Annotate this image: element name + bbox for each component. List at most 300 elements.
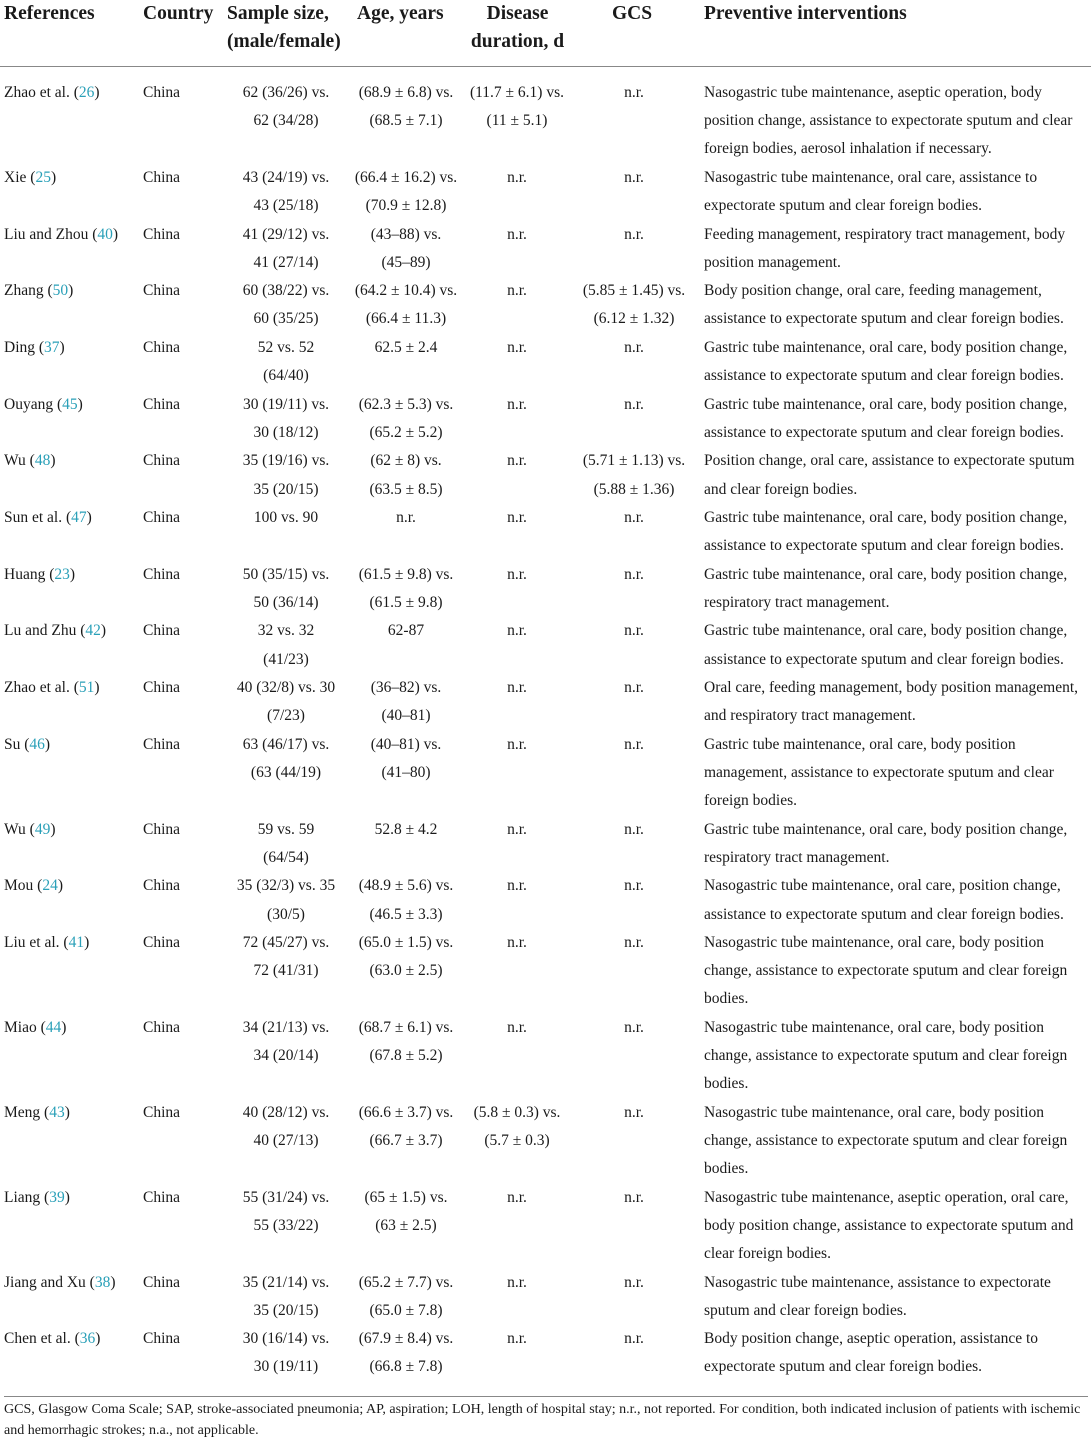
header-duration-line2: duration, d — [470, 31, 565, 52]
cell-age-line: (65.2 ± 7.7) vs. — [358, 1273, 454, 1291]
cell-age-line: (68.5 ± 7.1) — [369, 112, 443, 130]
cell-reference: Jiang and Xu (38) — [4, 1273, 116, 1291]
cell-disease-duration-line: n.r. — [507, 934, 527, 952]
cell-disease-duration — [462, 79, 572, 135]
cell-reference: Ouyang (45) — [4, 395, 83, 413]
cell-age-line: (46.5 ± 3.3) — [369, 905, 443, 923]
cell-gcs-line: n.r. — [624, 679, 644, 697]
cell-age-line: (66.4 ± 11.3) — [365, 310, 447, 328]
citation-link[interactable]: 44 — [45, 1018, 62, 1036]
cell-sample-size — [222, 674, 350, 730]
cell-age-line: (64.2 ± 10.4) vs. — [354, 282, 458, 300]
table-row — [0, 617, 1091, 674]
cell-sample-size-line: 34 (20/14) — [253, 1047, 319, 1065]
table-row — [0, 221, 1091, 278]
cell-sample-size-line: 50 (36/14) — [253, 593, 319, 611]
citation-link[interactable]: 38 — [94, 1273, 111, 1291]
cell-preventive-interventions-line: Gastric tube maintenance, oral care, body position change, — [704, 509, 1068, 527]
cell-country: China — [143, 1188, 181, 1206]
cell-disease-duration-line: n.r. — [507, 452, 527, 470]
cell-age-line: (43–88) vs. — [370, 225, 442, 243]
reference-author: Chen et al. — [4, 1330, 71, 1348]
cell-preventive-interventions — [704, 221, 1088, 277]
cell-gcs — [572, 1014, 696, 1042]
cell-reference: Mou (24) — [4, 877, 64, 895]
cell-age-line: (65.2 ± 5.2) — [369, 423, 443, 441]
cell-preventive-interventions-line: Oral care, feeding management, body position management, — [704, 679, 1079, 697]
cell-gcs-line: n.r. — [624, 934, 644, 952]
cell-country: China — [143, 225, 181, 243]
cell-disease-duration — [462, 731, 572, 759]
cell-preventive-interventions-line: change, assistance to expectorate sputum and clear foreign — [704, 962, 1068, 980]
cell-preventive-interventions-line: bodies. — [704, 1160, 749, 1178]
cell-preventive-interventions-line: Gastric tube maintenance, oral care, body position — [704, 735, 1016, 753]
cell-disease-duration-line: n.r. — [507, 622, 527, 640]
cell-preventive-interventions-line: bodies. — [704, 1075, 749, 1093]
cell-preventive-interventions-line: Nasogastric tube maintenance, oral care, assistance to — [704, 168, 1038, 186]
reference-author: Su — [4, 735, 21, 753]
cell-preventive-interventions-line: and respiratory tract management. — [704, 707, 916, 725]
cell-age-line: (68.9 ± 6.8) vs. — [358, 84, 454, 101]
cell-preventive-interventions — [704, 731, 1088, 816]
cell-sample-size-line: 62 (34/28) — [253, 112, 319, 130]
cell-preventive-interventions-line: Nasogastric tube maintenance, aseptic operation, oral care, — [704, 1188, 1069, 1206]
cell-preventive-interventions-line: assistance to expectorate sputum and clear foreign bodies. — [704, 537, 1064, 555]
cell-preventive-interventions — [704, 1269, 1088, 1325]
cell-age — [350, 334, 462, 362]
cell-disease-duration — [462, 1014, 572, 1042]
cell-preventive-interventions-line: Body position change, aseptic operation, assistance to — [704, 1330, 1039, 1348]
cell-preventive-interventions-line: assistance to expectorate sputum and clear foreign bodies. — [704, 367, 1064, 385]
cell-gcs — [572, 164, 696, 192]
header-sample-size-line1: Sample size, — [227, 3, 329, 24]
cell-sample-size — [222, 1269, 350, 1325]
cell-sample-size-line: 40 (28/12) vs. — [242, 1103, 330, 1121]
cell-age — [350, 1184, 462, 1240]
cell-gcs-line: n.r. — [624, 395, 644, 413]
cell-age — [350, 561, 462, 617]
cell-disease-duration — [462, 277, 572, 305]
cell-gcs-line: n.r. — [624, 168, 644, 186]
cell-reference: Ding (37) — [4, 338, 65, 356]
cell-sample-size-line: 41 (27/14) — [253, 253, 319, 271]
cell-country: China — [143, 1273, 181, 1291]
cell-disease-duration-line: n.r. — [507, 565, 527, 583]
cell-preventive-interventions-line: sputum and clear foreign bodies. — [704, 1301, 907, 1319]
cell-disease-duration — [462, 1184, 572, 1212]
cell-preventive-interventions-line: Feeding management, respiratory tract management, body — [704, 225, 1066, 243]
cell-preventive-interventions-line: position management. — [704, 253, 841, 271]
cell-age-line: (36–82) vs. — [370, 679, 442, 697]
header-references: References — [4, 3, 95, 24]
cell-gcs — [572, 504, 696, 532]
cell-reference: Huang (23) — [4, 565, 76, 583]
cell-preventive-interventions-line: respiratory tract management. — [704, 593, 890, 611]
table-row — [0, 164, 1091, 221]
cell-age — [350, 929, 462, 985]
cell-country: China — [143, 877, 181, 895]
reference-author: Sun et al. — [4, 509, 63, 527]
cell-country: China — [143, 395, 181, 413]
header-disease-duration — [470, 0, 565, 56]
cell-reference: Zhao et al. (26) — [4, 84, 100, 101]
header-sample-size-line2: (male/female) — [227, 31, 341, 52]
cell-age-line: 52.8 ± 4.2 — [374, 820, 438, 838]
citation-link[interactable]: 49 — [34, 820, 51, 838]
cell-age — [350, 1269, 462, 1325]
cell-disease-duration-line: n.r. — [507, 1273, 527, 1291]
cell-preventive-interventions — [704, 1184, 1088, 1269]
cell-country: China — [143, 565, 181, 583]
cell-gcs-line: n.r. — [624, 84, 644, 101]
table-row — [0, 674, 1091, 731]
cell-gcs-line: (6.12 ± 1.32) — [593, 310, 675, 328]
cell-sample-size — [222, 277, 350, 333]
header-gcs: GCS — [612, 3, 653, 24]
citation-link[interactable]: 26 — [78, 84, 95, 101]
cell-gcs-line: n.r. — [624, 1188, 644, 1206]
citation-link[interactable]: 39 — [49, 1188, 65, 1206]
reference-author: Mou — [4, 877, 34, 895]
cell-age — [350, 447, 462, 503]
cell-preventive-interventions-line: foreign bodies, aerosol inhalation if necessary. — [704, 140, 992, 158]
cell-preventive-interventions — [704, 816, 1088, 872]
table-row — [0, 1099, 1091, 1184]
citation-link[interactable]: 50 — [52, 282, 69, 300]
reference-author: Miao — [4, 1018, 37, 1036]
cell-sample-size — [222, 391, 350, 447]
cell-reference: Xie (25) — [4, 168, 57, 186]
cell-age-line: (68.7 ± 6.1) vs. — [358, 1018, 454, 1036]
cell-country: China — [143, 168, 181, 186]
cell-preventive-interventions-line: Gastric tube maintenance, oral care, body position change, — [704, 338, 1068, 356]
header-age: Age, years — [357, 3, 444, 24]
cell-sample-size — [222, 447, 350, 503]
cell-disease-duration-line: n.r. — [507, 1188, 527, 1206]
cell-age — [350, 617, 462, 645]
cell-disease-duration — [462, 447, 572, 475]
cell-disease-duration-line: n.r. — [507, 225, 527, 243]
cell-gcs — [572, 872, 696, 900]
cell-age-line: (62.3 ± 5.3) vs. — [358, 395, 454, 413]
cell-reference: Lu and Zhu (42) — [4, 622, 107, 640]
cell-disease-duration — [462, 872, 572, 900]
cell-sample-size-line: (64/40) — [263, 367, 309, 385]
reference-author: Huang — [4, 565, 46, 583]
cell-gcs — [572, 391, 696, 419]
cell-age-line: (48.9 ± 5.6) vs. — [358, 877, 454, 895]
cell-age-line: (63.5 ± 8.5) — [369, 480, 443, 498]
cell-preventive-interventions-line: assistance to expectorate sputum and clear foreign bodies. — [704, 423, 1064, 441]
cell-preventive-interventions — [704, 79, 1088, 164]
cell-disease-duration-line: n.r. — [507, 1330, 527, 1348]
cell-sample-size-line: 43 (24/19) vs. — [242, 168, 330, 186]
cell-country: China — [143, 1330, 181, 1348]
cell-age-line: (45–89) — [381, 253, 431, 271]
cell-preventive-interventions — [704, 872, 1088, 928]
header-country: Country — [143, 3, 214, 24]
citation-link[interactable]: 36 — [79, 1330, 96, 1348]
cell-preventive-interventions-line: body position change, assistance to expectorate sputum and — [704, 1216, 1074, 1234]
citation-link[interactable]: 41 — [68, 934, 85, 952]
cell-sample-size-line: 30 (18/12) — [253, 423, 319, 441]
cell-gcs — [572, 1269, 696, 1297]
cell-preventive-interventions — [704, 674, 1088, 730]
cell-sample-size-line: 35 (32/3) vs. 35 — [236, 877, 336, 895]
table-row — [0, 561, 1091, 618]
cell-sample-size-line: 35 (20/15) — [253, 480, 319, 498]
cell-sample-size-line: (63 (44/19) — [250, 763, 322, 781]
cell-preventive-interventions-line: Gastric tube maintenance, oral care, body position change, — [704, 622, 1068, 640]
cell-preventive-interventions — [704, 504, 1088, 560]
citation-link[interactable]: 51 — [78, 679, 95, 697]
cell-reference: Liang (39) — [4, 1188, 70, 1206]
cell-reference: Chen et al. (36) — [4, 1330, 101, 1348]
cell-age-line: (40–81) — [381, 707, 431, 725]
cell-gcs-line: n.r. — [624, 735, 644, 753]
reference-author: Wu — [4, 452, 26, 470]
cell-reference: Liu and Zhou (40) — [4, 225, 119, 243]
cell-disease-duration — [462, 1325, 572, 1353]
cell-age-line: (65 ± 1.5) vs. — [364, 1188, 448, 1206]
cell-gcs — [572, 731, 696, 759]
cell-gcs — [572, 561, 696, 589]
reference-author: Xie — [4, 168, 27, 186]
cell-gcs-line: (5.85 ± 1.45) vs. — [582, 282, 686, 300]
citation-link[interactable]: 37 — [44, 338, 60, 356]
cell-sample-size-line: (30/5) — [267, 905, 305, 923]
cell-gcs — [572, 674, 696, 702]
cell-sample-size — [222, 561, 350, 617]
cell-sample-size-line: 60 (35/25) — [253, 310, 319, 328]
table-row — [0, 277, 1091, 334]
cell-age-line: (62 ± 8) vs. — [370, 452, 442, 470]
table-row — [0, 1184, 1091, 1269]
cell-gcs — [572, 816, 696, 844]
reference-author: Zhao et al. — [4, 84, 70, 101]
cell-age — [350, 1325, 462, 1381]
cell-disease-duration — [462, 391, 572, 419]
cell-gcs — [572, 1184, 696, 1212]
cell-sample-size — [222, 1014, 350, 1070]
cell-preventive-interventions-line: Body position change, oral care, feeding management, — [704, 282, 1042, 300]
citation-link[interactable]: 40 — [97, 225, 113, 243]
cell-sample-size-line: 60 (38/22) vs. — [242, 282, 330, 300]
table-row — [0, 1325, 1091, 1382]
cell-preventive-interventions-line: expectorate sputum and clear foreign bodies. — [704, 197, 983, 215]
cell-sample-size-line: 50 (35/15) vs. — [242, 565, 330, 583]
table-row — [0, 1014, 1091, 1099]
cell-reference: Miao (44) — [4, 1018, 67, 1036]
cell-gcs-line: n.r. — [624, 1273, 644, 1291]
cell-disease-duration — [462, 561, 572, 589]
citation-link[interactable]: 45 — [62, 395, 78, 413]
cell-preventive-interventions-line: change, assistance to expectorate sputum and clear foreign — [704, 1047, 1068, 1065]
cell-disease-duration-line: n.r. — [507, 168, 527, 186]
table-row — [0, 504, 1091, 561]
cell-disease-duration — [462, 816, 572, 844]
cell-preventive-interventions-line: management, assistance to expectorate sputum and clear — [704, 763, 1054, 781]
cell-disease-duration-line: n.r. — [507, 877, 527, 895]
citation-link[interactable]: 48 — [34, 452, 51, 470]
citation-link[interactable]: 24 — [42, 877, 58, 895]
cell-age-line: (63 ± 2.5) — [375, 1216, 437, 1234]
cell-reference: Wu (49) — [4, 820, 56, 838]
reference-author: Zhang — [4, 282, 44, 300]
cell-sample-size-line: (7/23) — [267, 707, 305, 725]
cell-gcs — [572, 929, 696, 957]
cell-sample-size — [222, 504, 350, 532]
cell-preventive-interventions-line: assistance to expectorate sputum and clear foreign bodies. — [704, 310, 1064, 328]
citation-link[interactable]: 23 — [54, 565, 70, 583]
table-row — [0, 816, 1091, 873]
cell-age — [350, 1014, 462, 1070]
cell-age — [350, 391, 462, 447]
cell-reference: Zhang (50) — [4, 282, 74, 300]
cell-reference: Zhao et al. (51) — [4, 679, 100, 697]
cell-disease-duration-line: n.r. — [507, 338, 527, 356]
cell-gcs — [572, 221, 696, 249]
cell-disease-duration-line: (5.8 ± 0.3) vs. — [473, 1103, 561, 1121]
cell-sample-size — [222, 1184, 350, 1240]
cell-country: China — [143, 84, 181, 101]
cell-disease-duration — [462, 1269, 572, 1297]
cell-disease-duration-line: (11 ± 5.1) — [486, 112, 548, 130]
cell-age-line: (61.5 ± 9.8) vs. — [358, 565, 454, 583]
cell-disease-duration — [462, 221, 572, 249]
cell-country: China — [143, 1103, 181, 1121]
table-footnote: GCS, Glasgow Coma Scale; SAP, stroke-associated pneumonia; AP, aspiration; LOH, length of hospital stay; n.r., not reported. For condition, both indicated inclusion of patients with ischemic and hemorrhagic strokes; n.a., not applicable. — [4, 1396, 1088, 1441]
cell-country: China — [143, 820, 181, 838]
cell-preventive-interventions-line: Nasogastric tube maintenance, assistance to expectorate — [704, 1273, 1051, 1291]
cell-sample-size-line: 52 vs. 52 — [257, 338, 315, 356]
reference-author: Lu and Zhu — [4, 622, 77, 640]
table-row — [0, 391, 1091, 448]
cell-gcs-line: n.r. — [624, 820, 644, 838]
cell-sample-size-line: 30 (16/14) vs. — [242, 1330, 330, 1348]
cell-gcs — [572, 1325, 696, 1353]
cell-sample-size-line: 55 (33/22) — [253, 1216, 319, 1234]
cell-sample-size — [222, 731, 350, 787]
cell-country: China — [143, 452, 181, 470]
cell-disease-duration-line: n.r. — [507, 282, 527, 300]
reference-author: Wu — [4, 820, 26, 838]
cell-preventive-interventions-line: position change, assistance to expectorate sputum and clear — [704, 112, 1073, 130]
cell-age — [350, 277, 462, 333]
cell-gcs — [572, 1099, 696, 1127]
reference-author: Liang — [4, 1188, 41, 1206]
cell-sample-size-line: 32 vs. 32 — [257, 622, 315, 640]
citation-link[interactable]: 25 — [35, 168, 51, 186]
cell-reference: Wu (48) — [4, 452, 56, 470]
reference-author: Liu et al. — [4, 934, 60, 952]
cell-sample-size-line: 34 (21/13) vs. — [242, 1018, 330, 1036]
citation-link[interactable]: 46 — [29, 735, 45, 753]
cell-age — [350, 221, 462, 277]
cell-sample-size-line: 59 vs. 59 — [257, 820, 315, 838]
reference-author: Jiang and Xu — [4, 1273, 86, 1291]
cell-age — [350, 872, 462, 928]
cell-sample-size-line: 43 (25/18) — [253, 197, 319, 215]
cell-age — [350, 1099, 462, 1155]
cell-disease-duration-line: n.r. — [507, 1018, 527, 1036]
cell-sample-size-line: 55 (31/24) vs. — [242, 1188, 330, 1206]
header-preventive-interventions: Preventive interventions — [704, 3, 907, 24]
cell-age-line: (63.0 ± 2.5) — [369, 962, 443, 980]
cell-gcs — [572, 617, 696, 645]
cell-age-line: (66.8 ± 7.8) — [369, 1358, 443, 1376]
cell-gcs-line: (5.71 ± 1.13) vs. — [582, 452, 686, 470]
cell-disease-duration-line: n.r. — [507, 509, 527, 527]
cell-preventive-interventions-line: Gastric tube maintenance, oral care, body position change, — [704, 395, 1068, 413]
table-row — [0, 872, 1091, 929]
table-row — [0, 334, 1091, 391]
cell-sample-size-line: 63 (46/17) vs. — [242, 735, 330, 753]
cell-preventive-interventions-line: assistance to expectorate sputum and clear foreign bodies. — [704, 905, 1064, 923]
cell-sample-size — [222, 221, 350, 277]
cell-age — [350, 504, 462, 532]
cell-country: China — [143, 1018, 181, 1036]
reference-author: Meng — [4, 1103, 41, 1121]
cell-country: China — [143, 735, 181, 753]
cell-country: China — [143, 622, 181, 640]
cell-preventive-interventions-line: change, assistance to expectorate sputum and clear foreign — [704, 1132, 1068, 1150]
cell-disease-duration — [462, 164, 572, 192]
cell-sample-size — [222, 1325, 350, 1381]
cell-age — [350, 79, 462, 135]
cell-sample-size-line: 30 (19/11) — [253, 1358, 319, 1376]
table-row — [0, 1269, 1091, 1326]
reference-author: Ouyang — [4, 395, 54, 413]
cell-sample-size-line: 100 vs. 90 — [253, 509, 319, 527]
cell-sample-size-line: (41/23) — [263, 650, 309, 668]
cell-preventive-interventions-line: Nasogastric tube maintenance, oral care, position change, — [704, 877, 1061, 895]
cell-age — [350, 674, 462, 730]
cell-preventive-interventions-line: Gastric tube maintenance, oral care, body position change, — [704, 565, 1068, 583]
cell-gcs-line: n.r. — [624, 622, 644, 640]
cell-gcs-line: (5.88 ± 1.36) — [593, 480, 675, 498]
cell-preventive-interventions-line: and clear foreign bodies. — [704, 480, 858, 498]
cell-country: China — [143, 509, 181, 527]
table-row — [0, 447, 1091, 504]
cell-sample-size-line: 35 (21/14) vs. — [242, 1273, 330, 1291]
cell-preventive-interventions — [704, 1099, 1088, 1184]
cell-age-line: (65.0 ± 1.5) vs. — [358, 934, 454, 952]
cell-age — [350, 164, 462, 220]
cell-age-line: 62-87 — [387, 622, 425, 640]
table-row — [0, 79, 1091, 164]
cell-sample-size — [222, 164, 350, 220]
cell-sample-size-line: 40 (32/8) vs. 30 — [236, 679, 336, 697]
cell-sample-size-line: 62 (36/26) vs. — [242, 84, 330, 101]
cell-gcs — [572, 79, 696, 107]
table-header-row — [0, 0, 1091, 67]
reference-author: Liu and Zhou — [4, 225, 89, 243]
citation-link[interactable]: 43 — [49, 1103, 65, 1121]
cell-preventive-interventions-line: respiratory tract management. — [704, 848, 890, 866]
citation-link[interactable]: 42 — [85, 622, 101, 640]
cell-preventive-interventions — [704, 1014, 1088, 1099]
cell-disease-duration — [462, 929, 572, 957]
cell-sample-size-line: 35 (20/15) — [253, 1301, 319, 1319]
cell-preventive-interventions-line: Gastric tube maintenance, oral care, body position change, — [704, 820, 1068, 838]
cell-gcs — [572, 334, 696, 362]
header-sample-size — [227, 0, 341, 56]
citation-link[interactable]: 47 — [71, 509, 87, 527]
cell-preventive-interventions — [704, 334, 1088, 390]
cell-preventive-interventions-line: expectorate sputum and clear foreign bodies. — [704, 1358, 983, 1376]
cell-preventive-interventions-line: Nasogastric tube maintenance, oral care, body position — [704, 1018, 1045, 1036]
